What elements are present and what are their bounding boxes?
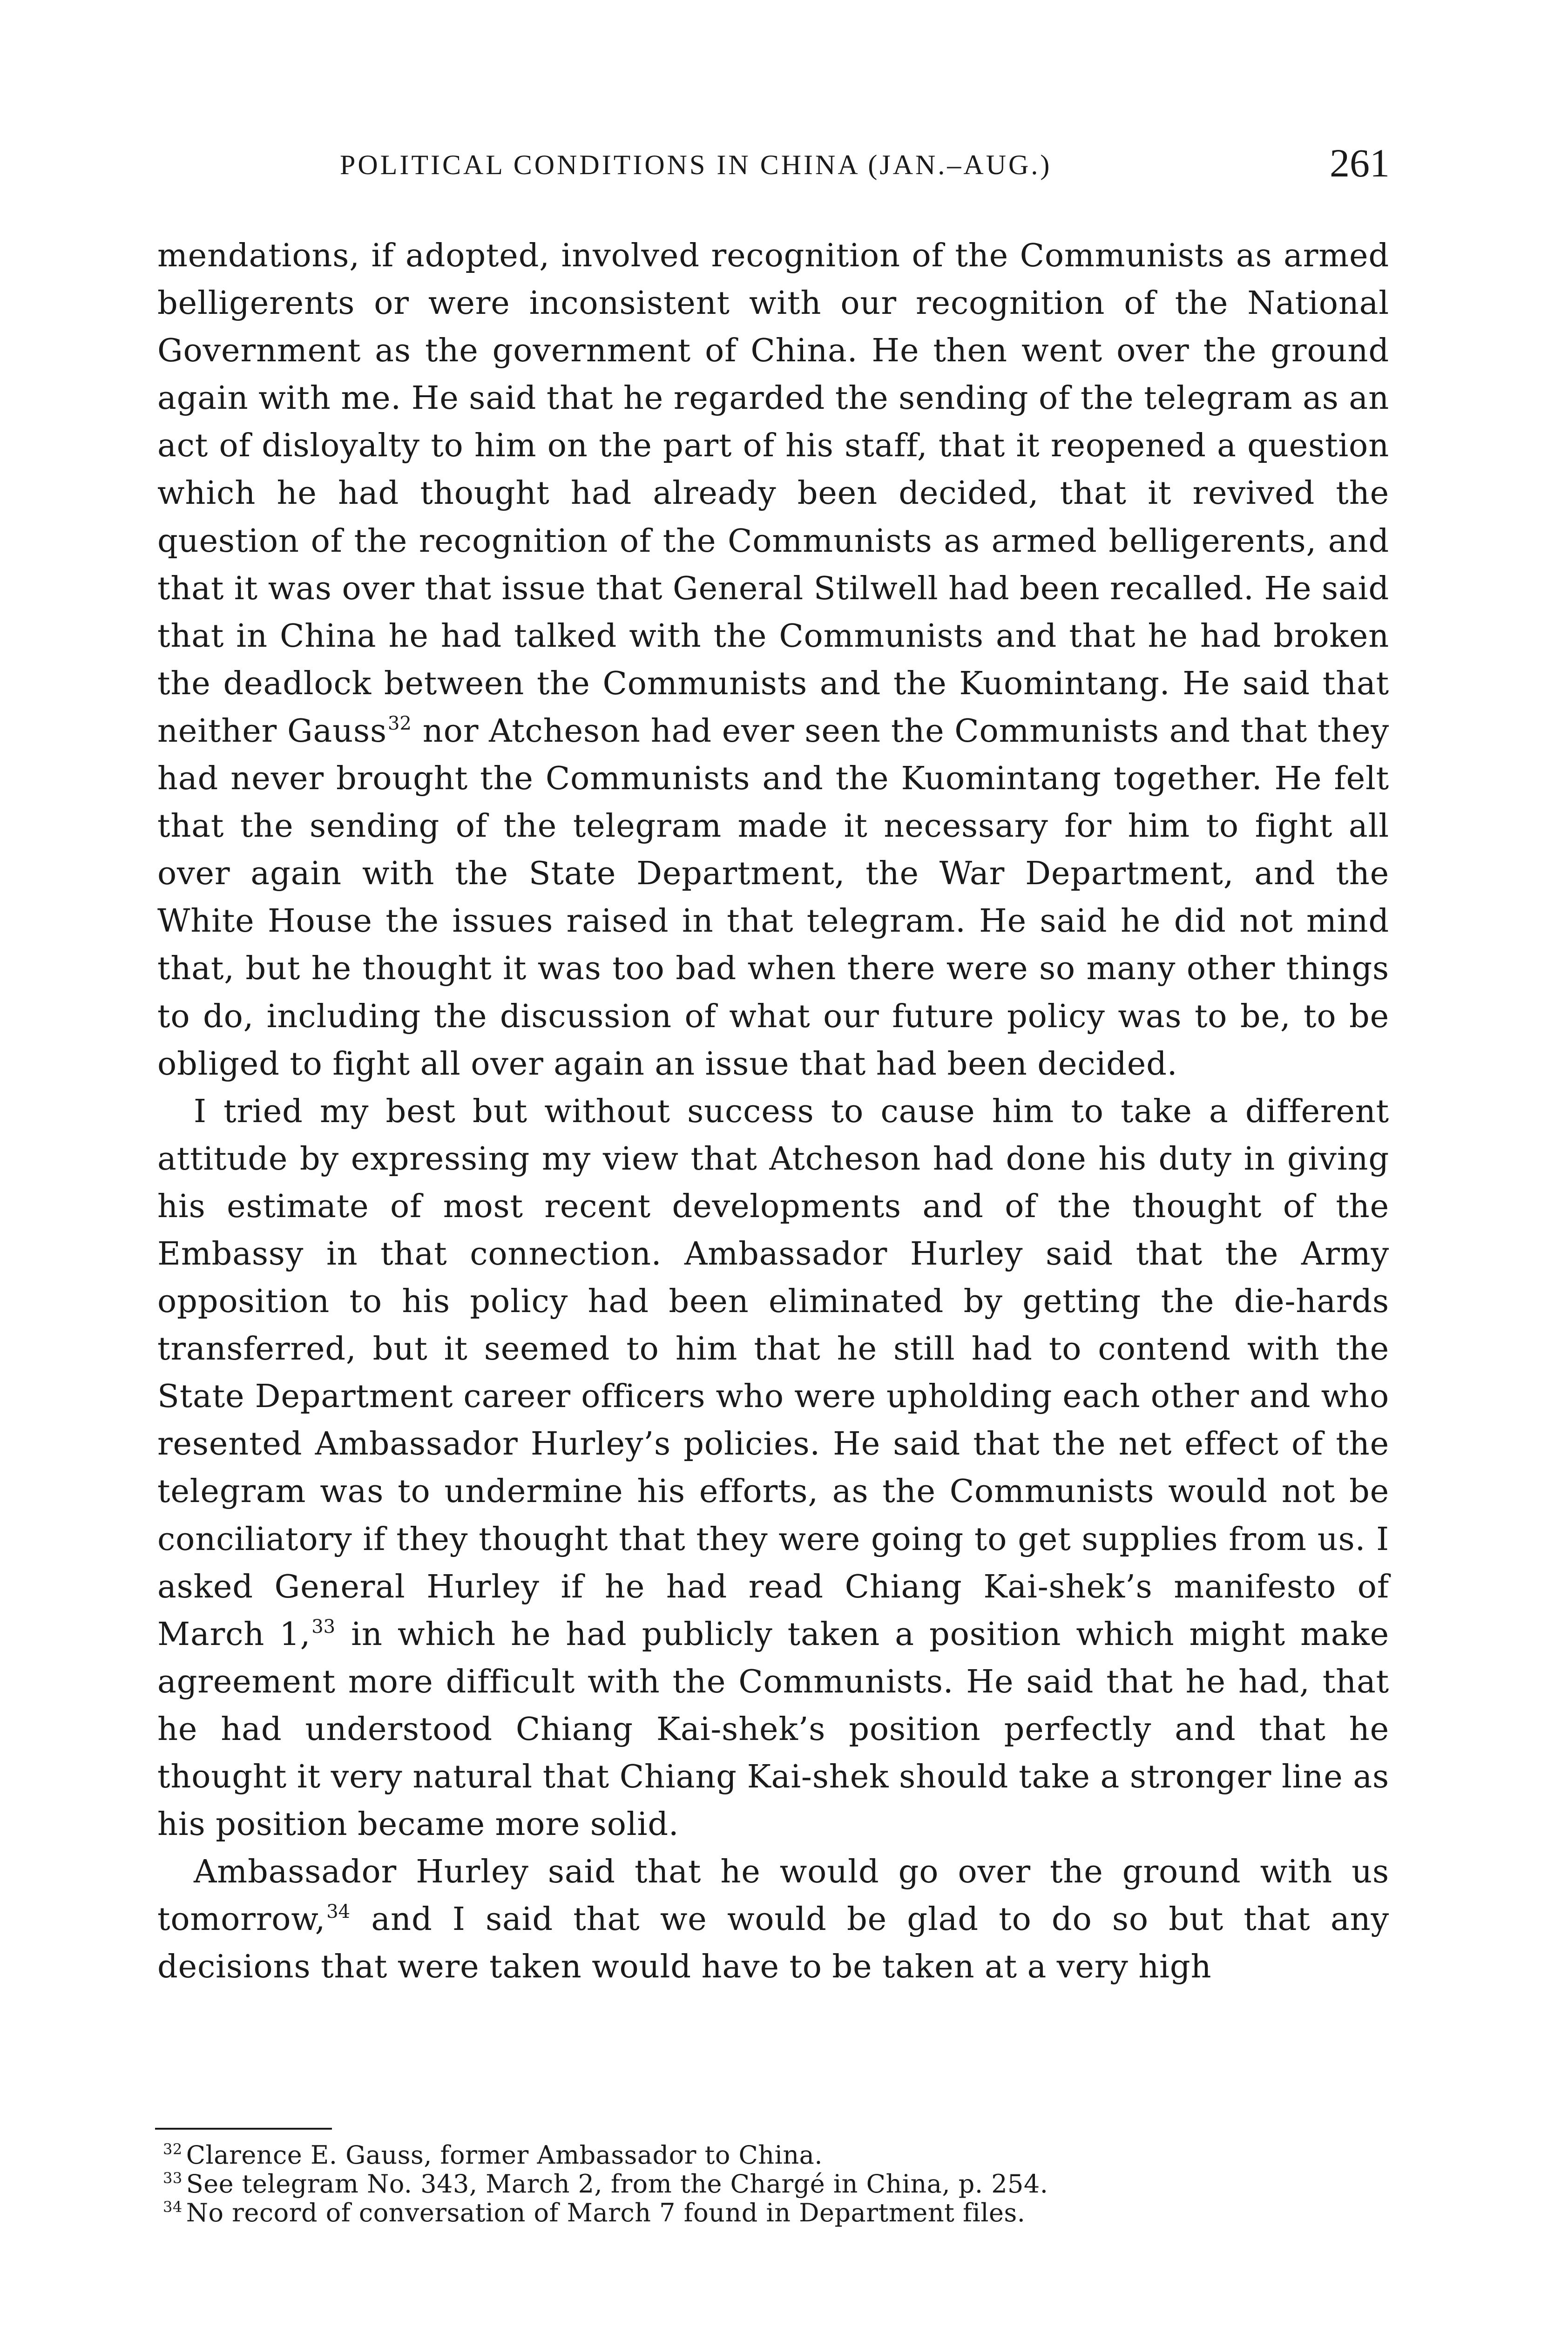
- body-text: [157, 232, 1389, 1990]
- footnote-mark: 34: [163, 2198, 182, 2216]
- footnote-34: [163, 2199, 1387, 2227]
- footnote-text: Clarence E. Gauss, former Ambassador to China.: [186, 2140, 823, 2170]
- footnote-text: See telegram No. 343, March 2, from the Chargé in China, p. 254.: [186, 2169, 1048, 2199]
- footnote-text: No record of conversation of March 7 found in Department files.: [186, 2198, 1026, 2227]
- footnote-mark: 32: [163, 2140, 182, 2158]
- paragraph-1-text-b: nor Atcheson had ever seen the Communists and that they had never brought the Communists and the Kuomintang together. He felt that the sending of the telegram made it necessary for him to fight all over again with the State Department, the War Department, and the White House the issues raised in that telegram. He said he did not mind that, but he thought it was too bad when there were so many other things to do, including the discussion of what our future policy was to be, to be obliged to fight all over again an issue that had been decided.: [157, 712, 1389, 1083]
- footnote-ref-34[interactable]: 34: [326, 1901, 351, 1923]
- paragraph-3-text-a: Ambassador Hurley said that he would go over the ground with us tomorrow,: [157, 1853, 1389, 1938]
- footnotes: [163, 2141, 1387, 2227]
- paragraph-3-text-b: and I said that we would be glad to do so but that any decisions that were taken would have to be taken at a very high: [157, 1901, 1389, 1986]
- running-head: [154, 140, 1390, 196]
- paragraph-1: [157, 232, 1389, 1088]
- paragraph-2: [157, 1088, 1389, 1848]
- paragraph-3: [157, 1848, 1389, 1990]
- footnote-ref-33[interactable]: 33: [311, 1616, 336, 1638]
- footnote-mark: 33: [163, 2169, 182, 2187]
- paragraph-1-text-a: mendations, if adopted, involved recognition of the Communists as armed belligerents or were inconsistent with our recognition of the National Government as the government of China. He then went over the ground again with me. He said that he regarded the sending of the telegram as an act of disloyalty to him on the part of his staff, that it reopened a question which he had thought had already been decided, that it revived the question of the recognition of the Communists as armed belligerents, and that it was over that issue that General Stilwell had been recalled. He said that in China he had talked with the Communists and that he had broken the deadlock between the Communists and the Kuomintang. He said that neither Gauss: [157, 237, 1389, 750]
- paragraph-2-text-b: in which he had publicly taken a position which might make agreement more difficult with the Communists. He said that he had, that he had understood Chiang Kai-shek’s position perfectly and that he thought it very natural that Chiang Kai-shek should take a stronger line as his position became more solid.: [157, 1615, 1389, 1843]
- footnote-33: [163, 2170, 1387, 2199]
- running-title: POLITICAL CONDITIONS IN CHINA (JAN.–AUG.): [340, 149, 1052, 180]
- footnote-32: [163, 2141, 1387, 2170]
- paragraph-2-text-a: I tried my best but without success to cause him to take a different attitude by expressing my view that Atcheson had done his duty in giving his estimate of most recent developments and of the thought of the Embassy in that connection. Ambassador Hurley said that the Army opposition to his policy had been eliminated by getting the die-hards transferred, but it seemed to him that he still had to contend with the State Department career officers who were upholding each other and who resented Ambassador Hurley’s policies. He said that the net effect of the telegram was to undermine his efforts, as the Communists would not be conciliatory if they thought that they were going to get supplies from us. I asked General Hurley if he had read Chiang Kai-shek’s manifesto of March 1,: [157, 1092, 1389, 1653]
- page-number: 261: [1330, 141, 1390, 185]
- footnote-ref-32[interactable]: 32: [387, 712, 412, 734]
- footnote-divider: [155, 2128, 332, 2130]
